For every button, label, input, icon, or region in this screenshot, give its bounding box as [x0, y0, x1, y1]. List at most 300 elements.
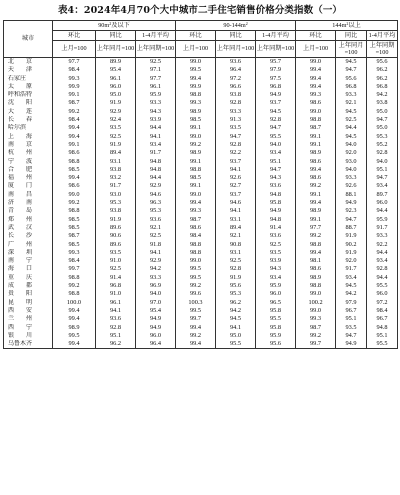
- city-name: 成都: [4, 282, 53, 290]
- index-value: 98.8: [53, 158, 96, 166]
- index-value: 94.3: [136, 108, 176, 116]
- index-value: 95.5: [256, 133, 296, 141]
- index-value: 91.9: [96, 99, 136, 107]
- index-value: 99.5: [176, 307, 216, 315]
- index-value: 94.7: [336, 216, 367, 224]
- index-value: 94.7: [336, 332, 367, 340]
- index-value: 96.3: [136, 199, 176, 207]
- index-value: 93.9: [136, 116, 176, 124]
- index-value: 88.1: [336, 191, 367, 199]
- index-value: 93.8: [96, 166, 136, 174]
- group-header-small: $90m^2$及以下: [53, 21, 176, 31]
- index-value: 98.4: [367, 307, 398, 315]
- index-value: 97.5: [256, 75, 296, 83]
- index-value: 93.4: [256, 149, 296, 157]
- index-value: 95.3: [367, 133, 398, 141]
- index-value: 98.4: [176, 232, 216, 240]
- index-value: 98.8: [176, 249, 216, 257]
- index-value: 99.1: [176, 182, 216, 190]
- table-row: [4, 174, 398, 182]
- index-value: 94.9: [256, 91, 296, 99]
- index-value: 93.8: [216, 91, 256, 99]
- index-value: 96.5: [256, 299, 296, 307]
- index-value: 95.4: [96, 66, 136, 74]
- index-value: 94.4: [336, 124, 367, 132]
- index-value: 90.8: [216, 241, 256, 249]
- index-value: 97.9: [336, 299, 367, 307]
- index-value: 94.6: [136, 191, 176, 199]
- index-value: 95.9: [367, 216, 398, 224]
- index-value: 92.8: [96, 324, 136, 332]
- index-value: 95.1: [367, 332, 398, 340]
- index-value: 94.9: [336, 199, 367, 207]
- index-value: 98.7: [176, 216, 216, 224]
- base-header-huanbi: 上月=100: [53, 41, 96, 58]
- index-value: 99.1: [53, 141, 96, 149]
- index-value: 92.5: [96, 265, 136, 273]
- index-value: 98.6: [296, 174, 336, 182]
- index-value: 92.1: [216, 232, 256, 240]
- city-name: 沈阳: [4, 99, 53, 107]
- index-value: 95.5: [256, 315, 296, 323]
- index-value: 95.8: [256, 307, 296, 315]
- index-value: 99.4: [53, 174, 96, 182]
- index-value: 92.7: [216, 182, 256, 190]
- index-value: 99.1: [296, 191, 336, 199]
- index-value: 96.7: [367, 315, 398, 323]
- table-row: [4, 99, 398, 107]
- index-value: 99.4: [296, 166, 336, 174]
- index-value: 92.9: [136, 257, 176, 265]
- index-value: 92.8: [367, 149, 398, 157]
- index-value: 89.7: [367, 191, 398, 199]
- index-value: 91.4: [96, 274, 136, 282]
- index-value: 96.2: [216, 299, 256, 307]
- index-value: 96.8: [367, 83, 398, 91]
- table-row: [4, 274, 398, 282]
- index-value: 99.5: [176, 265, 216, 273]
- index-value: 93.3: [336, 174, 367, 182]
- index-value: 98.6: [176, 224, 216, 232]
- index-value: 99.2: [176, 332, 216, 340]
- index-value: 94.0: [336, 141, 367, 149]
- index-value: 99.4: [296, 199, 336, 207]
- index-value: 99.3: [53, 75, 96, 83]
- index-value: 98.6: [53, 149, 96, 157]
- index-value: 93.6: [256, 182, 296, 190]
- index-value: 94.0: [136, 290, 176, 298]
- index-value: 94.7: [256, 166, 296, 174]
- city-name: 上海: [4, 133, 53, 141]
- index-value: 95.5: [367, 340, 398, 349]
- index-value: 98.5: [176, 174, 216, 182]
- city-name: 福州: [4, 174, 53, 182]
- index-value: 98.8: [176, 241, 216, 249]
- index-value: 96.2: [367, 75, 398, 83]
- city-name: 厦门: [4, 182, 53, 190]
- index-value: 94.6: [216, 199, 256, 207]
- table-row: [4, 141, 398, 149]
- index-value: 96.7: [336, 307, 367, 315]
- index-value: 98.9: [296, 274, 336, 282]
- city-name: 青岛: [4, 207, 53, 215]
- table-row: [4, 241, 398, 249]
- index-value: 91.0: [96, 257, 136, 265]
- index-value: 93.9: [256, 257, 296, 265]
- index-value: 90.2: [336, 241, 367, 249]
- index-value: 99.4: [296, 66, 336, 74]
- index-value: 96.6: [216, 83, 256, 91]
- index-value: 99.0: [176, 133, 216, 141]
- index-value: 89.6: [96, 224, 136, 232]
- table-row: [4, 315, 398, 323]
- index-value: 90.6: [96, 232, 136, 240]
- index-value: 93.4: [336, 274, 367, 282]
- index-value: 92.5: [136, 58, 176, 67]
- price-index-table: [3, 20, 398, 349]
- city-name: 武汉: [4, 224, 53, 232]
- index-value: 93.8: [367, 99, 398, 107]
- index-value: 99.3: [53, 249, 96, 257]
- index-value: 93.3: [136, 99, 176, 107]
- city-name: 天津: [4, 66, 53, 74]
- index-value: 94.3: [256, 265, 296, 273]
- city-name: 呼和浩特: [4, 91, 53, 99]
- index-value: 94.2: [216, 307, 256, 315]
- index-value: 95.6: [216, 282, 256, 290]
- index-value: 99.5: [176, 274, 216, 282]
- index-value: 94.0: [256, 141, 296, 149]
- index-value: 96.4: [216, 66, 256, 74]
- index-value: 93.3: [367, 232, 398, 240]
- index-value: 94.2: [136, 265, 176, 273]
- table-row: [4, 224, 398, 232]
- index-value: 92.4: [96, 116, 136, 124]
- table-row: [4, 133, 398, 141]
- index-value: 98.8: [296, 116, 336, 124]
- index-value: 88.7: [336, 224, 367, 232]
- index-value: 98.8: [53, 274, 96, 282]
- index-value: 99.5: [53, 332, 96, 340]
- index-value: 93.0: [336, 158, 367, 166]
- index-value: 95.9: [136, 91, 176, 99]
- index-value: 95.1: [336, 315, 367, 323]
- index-value: 98.1: [296, 257, 336, 265]
- city-name: 大连: [4, 108, 53, 116]
- index-value: 94.7: [256, 124, 296, 132]
- index-value: 94.8: [136, 166, 176, 174]
- city-name: 南昌: [4, 191, 53, 199]
- index-value: 95.0: [367, 108, 398, 116]
- table-title: 表4：2024年4月70个大中城市二手住宅销售价格分类指数（一）: [57, 5, 343, 16]
- index-value: 95.8: [256, 324, 296, 332]
- index-value: 96.2: [96, 340, 136, 349]
- index-value: 95.5: [216, 340, 256, 349]
- index-value: 99.0: [53, 191, 96, 199]
- group-header-medium: $90-144m^2$: [176, 21, 296, 31]
- index-value: 97.7: [296, 224, 336, 232]
- city-name: 长春: [4, 116, 53, 124]
- city-name: 乌鲁木齐: [4, 340, 53, 349]
- table-row: [4, 324, 398, 332]
- index-value: 91.9: [96, 216, 136, 224]
- base-header-huanbi: 上月=100: [296, 41, 336, 58]
- table-row: [4, 166, 398, 174]
- index-value: 99.4: [53, 307, 96, 315]
- index-value: 93.6: [256, 232, 296, 240]
- index-value: 96.0: [136, 332, 176, 340]
- index-value: 97.9: [256, 66, 296, 74]
- base-header-tongbi: 上年同月=100: [336, 41, 367, 58]
- index-value: 91.4: [256, 224, 296, 232]
- index-value: 98.7: [53, 99, 96, 107]
- index-value: 95.1: [96, 332, 136, 340]
- city-name: 昆明: [4, 299, 53, 307]
- index-value: 99.2: [296, 232, 336, 240]
- index-value: 99.0: [176, 257, 216, 265]
- index-value: 96.0: [256, 290, 296, 298]
- city-name: 郑州: [4, 216, 53, 224]
- index-value: 93.6: [216, 58, 256, 67]
- sub-header-avg: 1-4月平均: [367, 31, 398, 41]
- table-row: [4, 282, 398, 290]
- index-value: 99.3: [176, 99, 216, 107]
- index-value: 93.7: [216, 158, 256, 166]
- index-value: 94.0: [336, 166, 367, 174]
- index-value: 98.6: [296, 158, 336, 166]
- city-name: 兰州: [4, 315, 53, 323]
- index-value: 99.4: [296, 83, 336, 91]
- index-value: 95.6: [367, 58, 398, 67]
- index-value: 89.4: [96, 149, 136, 157]
- index-value: 94.0: [367, 158, 398, 166]
- index-value: 99.4: [176, 340, 216, 349]
- index-value: 99.2: [176, 282, 216, 290]
- city-name: 广州: [4, 241, 53, 249]
- index-value: 96.8: [336, 83, 367, 91]
- table-row: [4, 191, 398, 199]
- index-value: 98.8: [176, 166, 216, 174]
- index-value: 94.9: [136, 315, 176, 323]
- index-value: 99.1: [296, 133, 336, 141]
- index-value: 93.3: [136, 274, 176, 282]
- index-value: 96.1: [96, 75, 136, 83]
- table-row: [4, 83, 398, 91]
- index-value: 95.5: [367, 282, 398, 290]
- index-value: 91.8: [136, 241, 176, 249]
- index-value: 92.6: [336, 182, 367, 190]
- index-value: 94.1: [136, 249, 176, 257]
- index-value: 89.6: [96, 241, 136, 249]
- base-header-avg: 上年同期=100: [256, 41, 296, 58]
- index-value: 98.8: [296, 241, 336, 249]
- index-value: 95.3: [96, 199, 136, 207]
- city-header: 城市: [4, 21, 53, 58]
- index-value: 98.5: [176, 116, 216, 124]
- index-value: 92.8: [216, 99, 256, 107]
- index-value: 99.3: [296, 91, 336, 99]
- city-name: 合肥: [4, 166, 53, 174]
- table-row: [4, 216, 398, 224]
- index-value: 91.9: [336, 249, 367, 257]
- index-value: 93.7: [256, 99, 296, 107]
- index-value: 94.5: [256, 108, 296, 116]
- index-value: 98.6: [296, 99, 336, 107]
- city-name: 南宁: [4, 257, 53, 265]
- index-value: 97.7: [53, 58, 96, 67]
- index-value: 95.8: [256, 199, 296, 207]
- index-value: 92.1: [336, 99, 367, 107]
- index-value: 98.9: [296, 207, 336, 215]
- index-value: 94.1: [136, 133, 176, 141]
- table-row: [4, 124, 398, 132]
- city-name: 银川: [4, 332, 53, 340]
- index-value: 94.8: [367, 324, 398, 332]
- table-row: [4, 66, 398, 74]
- index-value: 99.7: [296, 340, 336, 349]
- index-value: 92.2: [367, 241, 398, 249]
- index-value: 94.8: [256, 216, 296, 224]
- index-value: 95.2: [367, 141, 398, 149]
- index-value: 99.2: [53, 199, 96, 207]
- index-value: 91.3: [216, 116, 256, 124]
- index-value: 89.9: [96, 58, 136, 67]
- index-value: 99.9: [53, 83, 96, 91]
- index-value: 92.2: [216, 149, 256, 157]
- index-value: 99.9: [176, 83, 216, 91]
- index-value: 94.8: [256, 191, 296, 199]
- city-name: 石家庄: [4, 75, 53, 83]
- city-name: 北京: [4, 58, 53, 67]
- index-value: 93.3: [336, 91, 367, 99]
- sub-header-huanbi: 环比: [176, 31, 216, 41]
- index-value: 99.6: [176, 290, 216, 298]
- index-value: 99.5: [176, 66, 216, 74]
- city-name: 哈尔滨: [4, 124, 53, 132]
- index-value: 94.4: [136, 174, 176, 182]
- index-value: 91.7: [136, 149, 176, 157]
- index-value: 94.1: [96, 307, 136, 315]
- index-value: 92.3: [336, 207, 367, 215]
- index-value: 99.4: [176, 324, 216, 332]
- table-row: [4, 257, 398, 265]
- sub-header-tongbi: 同比: [96, 31, 136, 41]
- table-row: [4, 158, 398, 166]
- index-value: 93.5: [96, 124, 136, 132]
- table-row: [4, 265, 398, 273]
- index-value: 94.7: [367, 174, 398, 182]
- index-value: 94.4: [367, 249, 398, 257]
- index-value: 93.6: [96, 315, 136, 323]
- index-value: 99.4: [53, 133, 96, 141]
- index-value: 94.1: [216, 324, 256, 332]
- index-value: 94.4: [136, 124, 176, 132]
- index-value: 95.0: [367, 124, 398, 132]
- index-value: 91.7: [367, 224, 398, 232]
- index-value: 92.8: [216, 141, 256, 149]
- index-value: 98.5: [53, 241, 96, 249]
- index-value: 94.7: [367, 116, 398, 124]
- index-value: 99.0: [296, 58, 336, 67]
- index-value: 99.0: [296, 290, 336, 298]
- table-row: [4, 290, 398, 298]
- index-value: 98.4: [53, 66, 96, 74]
- index-value: 98.9: [53, 324, 96, 332]
- city-name: 海口: [4, 265, 53, 273]
- index-value: 99.2: [53, 282, 96, 290]
- index-value: 99.2: [296, 182, 336, 190]
- index-value: 93.5: [336, 324, 367, 332]
- sub-header-huanbi: 环比: [53, 31, 96, 41]
- index-value: 99.1: [176, 158, 216, 166]
- index-value: 94.5: [336, 282, 367, 290]
- index-value: 96.8: [96, 282, 136, 290]
- index-value: 95.6: [256, 340, 296, 349]
- city-name: 南京: [4, 141, 53, 149]
- index-value: 94.5: [336, 58, 367, 67]
- index-value: 94.7: [216, 133, 256, 141]
- index-value: 99.4: [296, 249, 336, 257]
- index-value: 95.3: [136, 207, 176, 215]
- index-value: 93.7: [216, 191, 256, 199]
- table-row: [4, 340, 398, 349]
- base-header-avg: 上年同期=100: [367, 41, 398, 58]
- sub-header-tongbi: 同比: [336, 31, 367, 41]
- index-value: 94.1: [216, 207, 256, 215]
- index-value: 94.9: [256, 207, 296, 215]
- index-value: 94.5: [216, 315, 256, 323]
- index-value: 98.8: [53, 207, 96, 215]
- index-value: 91.9: [96, 141, 136, 149]
- city-name: 济南: [4, 199, 53, 207]
- index-value: 95.6: [336, 75, 367, 83]
- index-value: 96.0: [367, 290, 398, 298]
- index-value: 94.4: [367, 274, 398, 282]
- index-value: 92.5: [96, 133, 136, 141]
- index-value: 94.8: [136, 158, 176, 166]
- index-value: 94.9: [336, 340, 367, 349]
- index-value: 99.4: [53, 340, 96, 349]
- index-value: 94.5: [336, 108, 367, 116]
- index-value: 94.3: [256, 174, 296, 182]
- index-value: 96.4: [136, 340, 176, 349]
- index-value: 100.0: [53, 299, 96, 307]
- index-value: 99.2: [176, 141, 216, 149]
- index-value: 92.8: [256, 116, 296, 124]
- index-value: 93.5: [96, 249, 136, 257]
- table-row: [4, 199, 398, 207]
- index-value: 92.5: [216, 257, 256, 265]
- index-value: 93.0: [96, 191, 136, 199]
- index-value: 98.9: [176, 108, 216, 116]
- base-header-tongbi: 上年同月=100: [216, 41, 256, 58]
- city-name: 贵阳: [4, 290, 53, 298]
- index-value: 99.1: [296, 216, 336, 224]
- table-row: [4, 307, 398, 315]
- index-value: 92.9: [136, 182, 176, 190]
- table-row: [4, 75, 398, 83]
- index-value: 93.8: [96, 207, 136, 215]
- index-value: 98.5: [53, 216, 96, 224]
- index-value: 99.0: [296, 307, 336, 315]
- index-value: 92.1: [136, 224, 176, 232]
- index-value: 99.1: [176, 124, 216, 132]
- index-value: 98.9: [176, 149, 216, 157]
- index-value: 98.7: [296, 324, 336, 332]
- index-value: 94.2: [367, 91, 398, 99]
- index-value: 99.7: [176, 315, 216, 323]
- index-value: 96.9: [136, 282, 176, 290]
